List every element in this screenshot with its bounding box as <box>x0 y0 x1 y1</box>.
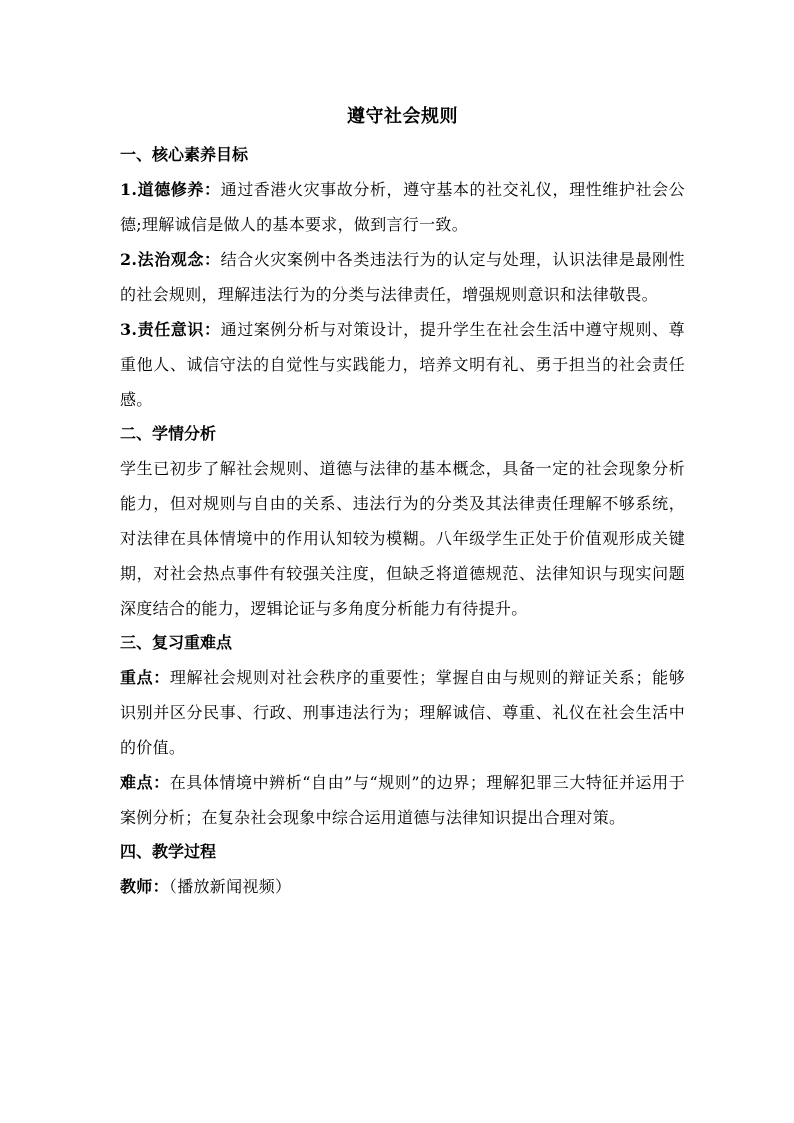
goal-item-law <box>120 242 685 312</box>
goal-item-sep: ： <box>203 180 221 199</box>
goal-item-sep: ： <box>203 250 221 269</box>
goal-item-sep: ： <box>203 320 221 339</box>
goal-item-text: 通过香港火灾事故分析，遵守基本的社交礼仪，理性维护社会公德;理解诚信是做人的基本要求，做到言行一致。 <box>120 180 685 234</box>
key-point-difficulty <box>120 765 685 835</box>
document-content <box>120 100 685 904</box>
goal-item-responsibility <box>120 312 685 417</box>
goal-item-lead: 1.道德修养 <box>120 180 204 199</box>
section-heading-process: 四、教学过程 <box>120 842 217 861</box>
goal-item-lead: 2.法治观念 <box>120 250 204 269</box>
key-point-text: 在具体情境中辨析“自由”与“规则”的边界；理解犯罪三大特征并运用于案例分析；在复杂社会现象中综合运用道德与法律知识提出合理对策。 <box>120 773 685 827</box>
process-text: （播放新闻视频） <box>168 877 292 896</box>
analysis-paragraph: 学生已初步了解社会规则、道德与法律的基本概念，具备一定的社会现象分析能力，但对规则与自由的关系、违法行为的分类及其法律责任理解不够系统，对法律在具体情境中的作用认知较为模糊。八年级学生正处于价值观形成关键期，对社会热点事件有较强关注度，但缺乏将道德规范、法律知识与现实问题深度结合的能力，逻辑论证与多角度分析能力有待提升。 <box>120 459 685 618</box>
key-point-lead: 重点： <box>120 668 170 687</box>
process-lead: 教师： <box>120 877 169 896</box>
section-heading-goals: 一、核心素养目标 <box>120 145 249 164</box>
document-title: 遵守社会规则 <box>347 106 458 127</box>
process-teacher-line <box>120 869 685 904</box>
section-heading-analysis: 二、学情分析 <box>120 424 217 443</box>
key-point-text: 理解社会规则对社会秩序的重要性；掌握自由与规则的辩证关系；能够识别并区分民事、行政、刑事违法行为；理解诚信、尊重、礼仪在社会生活中的价值。 <box>120 668 685 757</box>
key-point-lead: 难点： <box>120 773 170 792</box>
goal-item-text: 结合火灾案例中各类违法行为的认定与处理，认识法律是最刚性的社会规则，理解违法行为的分类与法律责任，增强规则意识和法律敬畏。 <box>120 250 685 304</box>
section-heading-key-points: 三、复习重难点 <box>120 633 233 652</box>
goal-item-lead: 3.责任意识 <box>120 320 204 339</box>
key-point-focus <box>120 660 685 765</box>
goal-item-moral <box>120 172 685 242</box>
goal-item-text: 通过案例分析与对策设计，提升学生在社会生活中遵守规则、尊重他人、诚信守法的自觉性与实践能力，培养文明有礼、勇于担当的社会责任感。 <box>120 320 685 409</box>
